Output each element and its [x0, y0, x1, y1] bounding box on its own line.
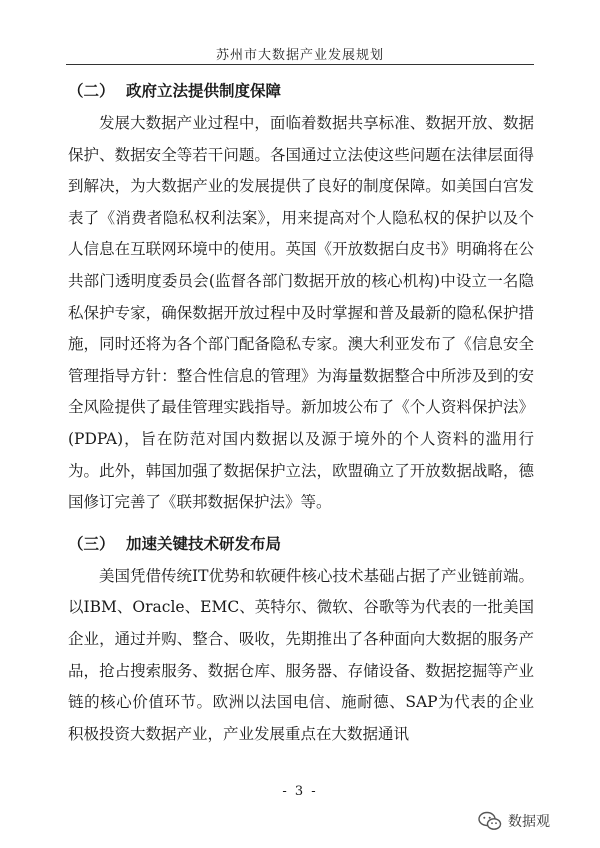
- section-number: （二）: [68, 82, 115, 100]
- section-heading: [68, 527, 534, 561]
- section-paragraph: 美国凭借传统IT优势和软硬件核心技术基础占据了产业链前端。以IBM、Oracle、EMC、英特尔、微软、谷歌等为代表的一批美国企业，通过并购、整合、吸收，先期推出了各种面向大数据的服务产品，抢占搜索服务、数据仓库、服务器、存储设备、数据挖掘等产业链的核心价值环节。欧洲以法国电信、施耐德、SAP为代表的企业积极投资大数据产业，产业发展重点在大数据通讯: [68, 566, 534, 743]
- header-divider: [66, 64, 534, 65]
- wechat-icon: [478, 811, 502, 831]
- watermark-label: 数据观: [508, 814, 550, 830]
- section-title: 加速关键技术研发布局: [126, 534, 282, 553]
- page-number: - 3 -: [282, 784, 318, 799]
- watermark: [478, 808, 550, 834]
- section-number: （三）: [68, 534, 115, 553]
- document-body: [68, 74, 534, 750]
- section-title: 政府立法提供制度保障: [126, 82, 282, 100]
- running-header: 苏州市大数据产业发展规划: [215, 48, 384, 63]
- section-paragraph: 发展大数据产业过程中，面临着数据共享标准、数据开放、数据保护、数据安全等若干问题。各国通过立法使这些问题在法律层面得到解决，为大数据产业的发展提供了良好的制度保障。如美国白宫发表了《消费者隐私权利法案》，用来提高对个人隐私权的保护以及个人信息在互联网环境中的使用。英国《开放数据白皮书》明确将在公共部门透明度委员会(监督各部门数据开放的核心机构)中设立一名隐私保护专家，确保数据开放过程中及时掌握和普及最新的隐私保护措施，同时还将为各个部门配备隐私专家。澳大利亚发布了《信息安全管理指导方针：整合性信息的管理》为海量数据整合中所涉及到的安全风险提供了最佳管理实践指导。新加坡公布了《个人资料保护法》(PDPA)，旨在防范对国内数据以及源于境外的个人资料的滥用行为。此外，韩国加强了数据保护立法，欧盟确立了开放数据战略，德国修订完善了《联邦数据保护法》等。: [68, 114, 534, 512]
- section-heading: [68, 74, 534, 108]
